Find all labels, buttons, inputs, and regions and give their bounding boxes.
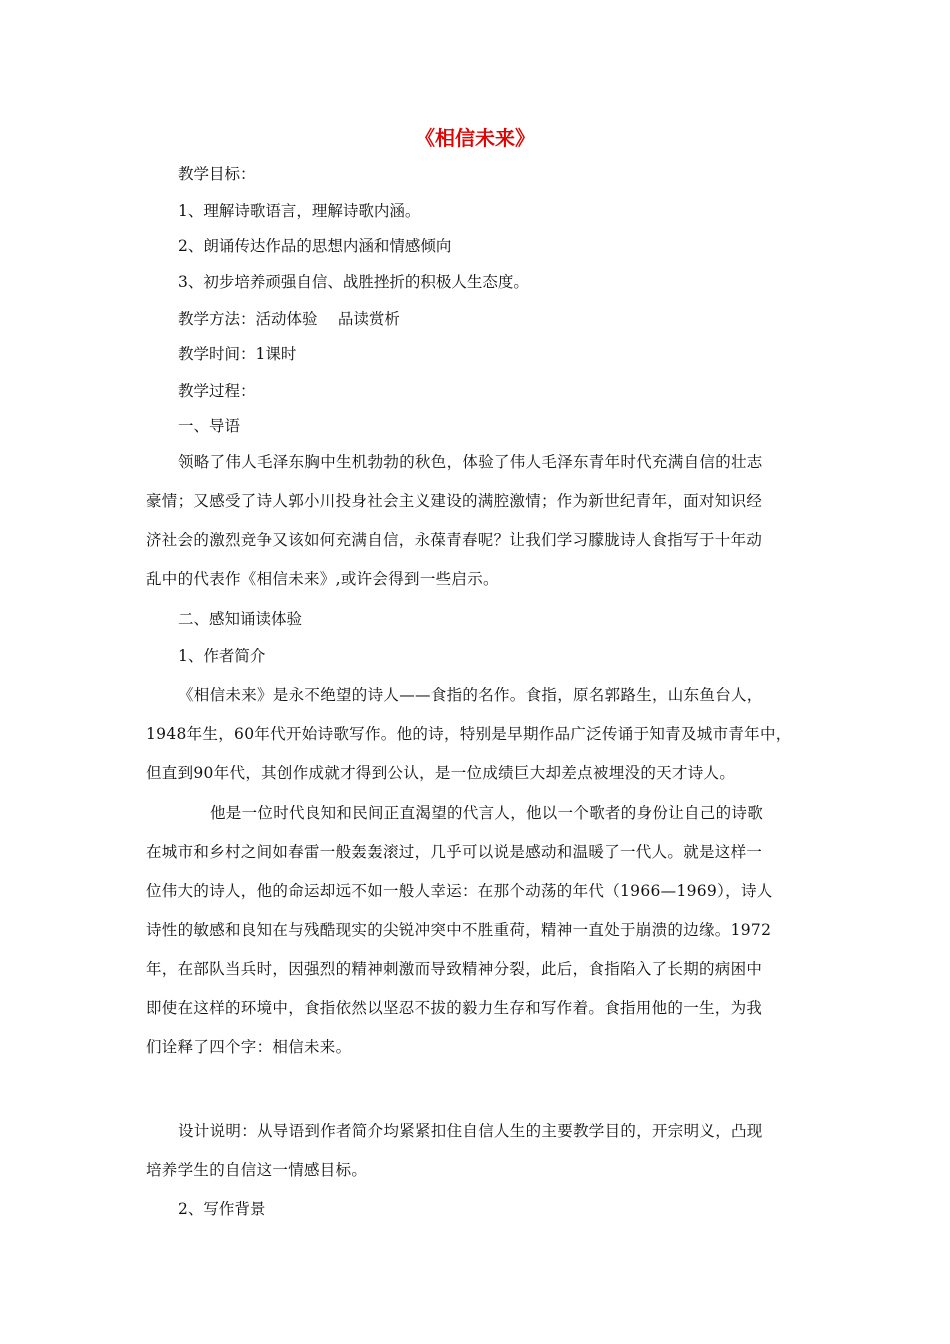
goal-item-1: 1、理解诗歌语言，理解诗歌内涵。: [178, 202, 421, 220]
author-paragraph2-line: 他是一位时代良知和民间正直渴望的代言人，他以一个歌者的身份让自己的诗歌: [210, 804, 764, 822]
author-paragraph2-line: 年，在部队当兵时，因强烈的精神刺激而导致精神分裂，此后，食指陷入了长期的病困中: [146, 960, 763, 978]
section-reading-heading: 二、感知诵读体验: [178, 610, 303, 628]
author-paragraph2-line: 位伟大的诗人，他的命运却远不如一般人幸运：在那个动荡的年代（1966—1969），诗人: [146, 882, 773, 900]
author-paragraph2-line: 在城市和乡村之间如春雷一般轰轰滚过，几乎可以说是感动和温暖了一代人。就是这样一: [146, 843, 763, 861]
intro-paragraph-line: 豪情；又感受了诗人郭小川投身社会主义建设的满腔激情；作为新世纪青年，面对知识经: [146, 492, 763, 510]
writing-background-heading: 2、写作背景: [178, 1200, 266, 1218]
teaching-time: 教学时间：1课时: [178, 345, 297, 363]
intro-paragraph-line: 济社会的激烈竞争又该如何充满自信，永葆青春呢？让我们学习朦胧诗人食指写于十年动: [146, 531, 763, 549]
goal-item-3: 3、初步培养顽强自信、战胜挫折的积极人生态度。: [178, 273, 529, 291]
teaching-method: 教学方法：活动体验 品读赏析: [178, 310, 400, 328]
author-paragraph-line: 1948年生，60年代开始诗歌写作。他的诗，特别是早期作品广泛传诵于知青及城市青年中，: [146, 725, 792, 743]
design-note-line: 设计说明：从导语到作者简介均紧紧扣住自信人生的主要教学目的，开宗明义，凸现: [178, 1122, 763, 1140]
teaching-process-heading: 教学过程：: [178, 382, 256, 400]
author-paragraph2-line: 即使在这样的环境中，食指依然以坚忍不拔的毅力生存和写作着。食指用他的一生，为我: [146, 999, 763, 1017]
author-paragraph-line: 《相信未来》是永不绝望的诗人——食指的名作。食指，原名郭路生，山东鱼台人，: [178, 686, 763, 704]
author-paragraph-line: 但直到90年代，其创作成就才得到公认，是一位成绩巨大却差点被埋没的天才诗人。: [146, 764, 736, 782]
goal-item-2: 2、朗诵传达作品的思想内涵和情感倾向: [178, 237, 452, 255]
document-title: 《相信未来》: [415, 126, 535, 150]
intro-paragraph-line: 乱中的代表作《相信未来》,或许会得到一些启示。: [146, 570, 499, 588]
author-paragraph2-line: 们诠释了四个字：相信未来。: [146, 1038, 352, 1056]
teaching-goals-heading: 教学目标：: [178, 165, 256, 183]
author-intro-heading: 1、作者简介: [178, 647, 266, 665]
design-note-line: 培养学生的自信这一情感目标。: [146, 1161, 368, 1179]
section-intro-heading: 一、导语: [178, 417, 241, 435]
intro-paragraph-line: 领略了伟人毛泽东胸中生机勃勃的秋色，体验了伟人毛泽东青年时代充满自信的壮志: [178, 453, 763, 471]
author-paragraph2-line: 诗性的敏感和良知在与残酷现实的尖锐冲突中不胜重荷，精神一直处于崩溃的边缘。1972: [146, 921, 772, 939]
